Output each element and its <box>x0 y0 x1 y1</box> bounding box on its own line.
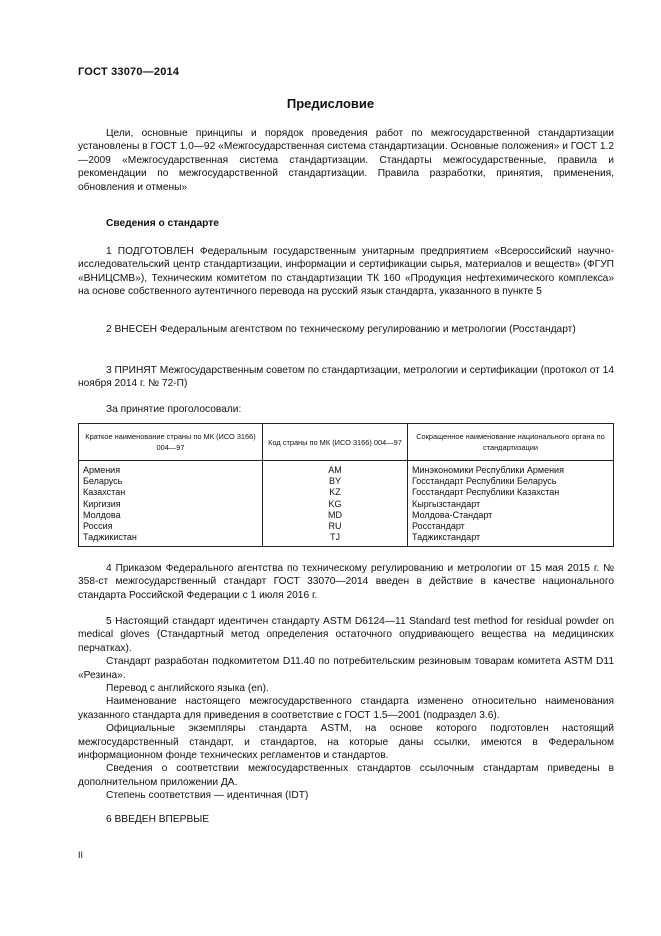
item-5-paragraph: 5 Настоящий стандарт идентичен стандарту ASTM D6124—11 Standard test method for residual powder on medical gloves (Стандартный метод определения остаточного опудривающего вещества на медицинских перчатках). <box>78 616 614 654</box>
table-cell-body: Кыргызстандарт <box>408 499 614 510</box>
item-5-block <box>78 615 614 803</box>
item-5-degree: Степень соответствия — идентичная (IDT) <box>106 790 309 802</box>
table-row <box>79 521 614 532</box>
table-cell-body: Госстандарт Республики Беларусь <box>408 476 614 487</box>
table-cell-code: AM <box>263 461 408 477</box>
page-number: II <box>78 850 84 860</box>
member-states-table <box>78 423 614 547</box>
table-cell-body: Таджикстандарт <box>408 532 614 547</box>
table-cell-country: Таджикистан <box>79 532 263 547</box>
table-cell-code: BY <box>263 476 408 487</box>
intro-paragraph-block <box>78 127 614 194</box>
table-header-body: Сокращенное наименование национального органа по стандартизации <box>408 424 614 461</box>
table-cell-country: Молдова <box>79 510 263 521</box>
table-cell-code: RU <box>263 521 408 532</box>
table-row <box>79 499 614 510</box>
table-cell-country: Россия <box>79 521 263 532</box>
item-5-title-change: Наименование настоящего межгосударственного стандарта изменено относительно наименования указанного стандарта для приведения в соответствие с ГОСТ 1.5—2001 (подраздел 3.6). <box>78 696 614 721</box>
page-title: Предисловие <box>286 96 375 111</box>
item-3-paragraph: 3 ПРИНЯТ Межгосударственным советом по стандартизации, метрологии и сертификации (протокол от 14 ноября 2014 г. № 72-П) <box>78 365 614 390</box>
table-header-row <box>79 424 614 461</box>
table-cell-code: TJ <box>263 532 408 547</box>
table-cell-body: Росстандарт <box>408 521 614 532</box>
item-4-paragraph: 4 Приказом Федерального агентства по техническому регулированию и метрологии от 15 мая 2015 г. № 358-ст межгосударственный стандарт ГОСТ 33070—2014 введен в действие в качестве национального стандарта Российской Федерации с 1 июля 2016 г. <box>78 563 614 601</box>
table-row <box>79 510 614 521</box>
item-6-block <box>78 813 614 826</box>
table-cell-body: Минэкономики Республики Армения <box>408 461 614 477</box>
item-5-translation: Перевод с английского языка (en). <box>106 683 269 695</box>
item-5-subcommittee: Стандарт разработан подкомитетом D11.40 по потребительским резиновым товарам комитета ASTM D11 «Резина». <box>78 656 614 681</box>
item-5-official-copies: Официальные экземпляры стандарта ASTM, на основе которого подготовлен настоящий межгосударственный стандарт, и стандартов, на которые даны ссылки, имеются в Федеральном информационном фонде технических регламентов и стандартов. <box>78 723 614 762</box>
table-row <box>79 487 614 498</box>
table-cell-body: Госстандарт Республики Казахстан <box>408 487 614 498</box>
table-header-code: Код страны по МК (ИСО 3166) 004—97 <box>263 424 408 461</box>
item-2-paragraph: 2 ВНЕСЕН Федеральным агентством по техническому регулированию и метрологии (Росстандарт) <box>106 324 576 335</box>
intro-paragraph: Цели, основные принципы и порядок проведения работ по межгосударственной стандартизации установлены в ГОСТ 1.0—92 «Межгосударственная система стандартизации. Основные положения» и ГОСТ 1.2—2009 «Межгосударственная система стандартизации. Стандарты межгосударственные, правила и рекомендации по межгосударственной стандартизации. Правила разработки, принятия, применения, обновления и отмены» <box>78 128 614 193</box>
item-1-block <box>78 245 614 299</box>
table-row <box>79 532 614 547</box>
table-cell-country: Армения <box>79 461 263 477</box>
table-cell-country: Киргизия <box>79 499 263 510</box>
table-cell-country: Беларусь <box>79 476 263 487</box>
table-row <box>79 476 614 487</box>
table-cell-code: KZ <box>263 487 408 498</box>
table-cell-country: Казахстан <box>79 487 263 498</box>
table-cell-code: KG <box>263 499 408 510</box>
table-cell-body: Молдова-Стандарт <box>408 510 614 521</box>
item-6-paragraph: 6 ВВЕДЕН ВПЕРВЫЕ <box>106 814 210 825</box>
item-5-correspondence: Сведения о соответствии межгосударственных стандартов ссылочным стандартам приведены в дополнительном приложении ДА. <box>78 763 614 788</box>
table-header-country: Краткое наименование страны по МК (ИСО 3166) 004—97 <box>79 424 263 461</box>
section-title: Сведения о стандарте <box>106 218 219 229</box>
item-1-paragraph: 1 ПОДГОТОВЛЕН Федеральным государственным унитарным предприятием «Всероссийский научно-исследовательский центр стандартизации, информации и сертификации сырья, материалов и веществ» (ФГУП «ВНИЦСМВ»), Техническим комитетом по стандартизации ТК 160 «Продукция нефтехимического комплекса» на основе собственного аутентичного перевода на русский язык стандарта, указанного в пункте 5 <box>78 246 614 298</box>
votes-label: За принятие проголосовали: <box>106 404 242 415</box>
table-cell-code: MD <box>263 510 408 521</box>
table-row <box>79 461 614 477</box>
item-4-block <box>78 562 614 602</box>
item-2-block <box>78 323 614 336</box>
item-3-block <box>78 364 614 391</box>
document-code: ГОСТ 33070—2014 <box>78 66 180 78</box>
